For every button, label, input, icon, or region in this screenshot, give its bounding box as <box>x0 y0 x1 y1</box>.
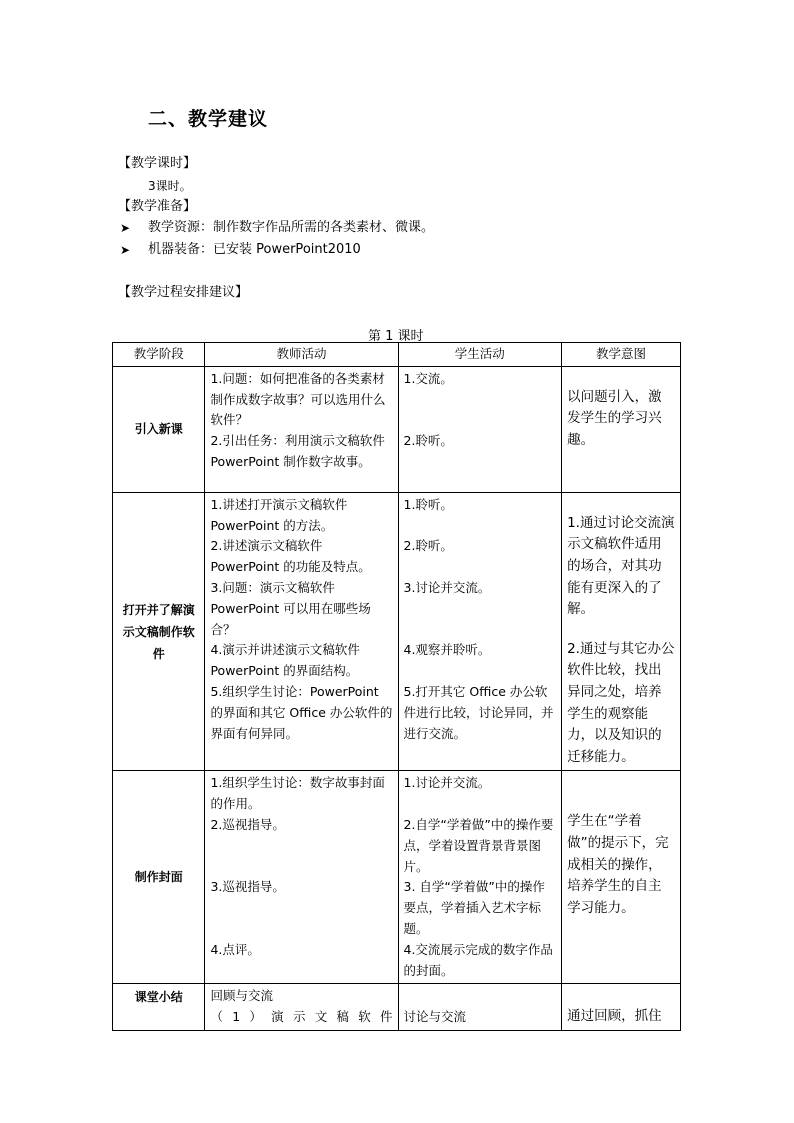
intent-cell <box>562 984 681 1031</box>
table-row <box>113 771 681 984</box>
prep-label: 【教学准备】 <box>118 199 197 214</box>
teacher-item: 4.演示并讲述演示文稿软件 PowerPoint 的界面结构。 <box>210 642 360 679</box>
teacher-cell <box>205 492 398 771</box>
teacher-cell <box>205 771 398 984</box>
student-item: 4.观察并聆听。 <box>403 642 491 658</box>
student-item: 讨论与交流 <box>403 1009 467 1025</box>
student-item: 2.聆听。 <box>403 433 453 449</box>
teacher-item: 1.讲述打开演示文稿软件 PowerPoint 的方法。 <box>210 496 348 533</box>
teacher-item: 1.组织学生讨论：数字故事封面的作用。 <box>210 775 385 812</box>
section-heading: 二、教学建议 <box>148 108 269 130</box>
student-cell <box>398 492 562 771</box>
stage-cell: 引入新课 <box>113 366 205 492</box>
student-item: 1.聆听。 <box>403 496 453 512</box>
stage-cell: 打开并了解演示文稿制作软件 <box>113 492 205 771</box>
teacher-item: 2.巡视指导。 <box>210 816 285 832</box>
header-student: 学生活动 <box>398 343 562 367</box>
student-cell <box>398 771 562 984</box>
student-item: 2.聆听。 <box>403 538 453 554</box>
bullet-icon: ➤ <box>120 243 131 257</box>
intent-cell <box>562 366 681 492</box>
intent-item: 2.通过与其它办公软件比较，找出异同之处，培养学生的观察能力，以及知识的迁移能力。 <box>567 640 675 765</box>
hours-value: 3课时。 <box>148 179 192 193</box>
header-teacher: 教师活动 <box>205 343 398 367</box>
lesson-plan-table <box>112 342 681 1031</box>
teacher-item: 3.巡视指导。 <box>210 879 285 895</box>
header-intent: 教学意图 <box>562 343 681 367</box>
table-row <box>113 984 681 1031</box>
student-item: 3.讨论并交流。 <box>403 579 491 595</box>
teacher-cell <box>205 984 398 1031</box>
table-header-row <box>113 343 681 367</box>
process-label: 【教学过程安排建议】 <box>118 285 249 300</box>
teacher-item: 3.问题：演示文稿软件 PowerPoint 可以用在哪些场合？ <box>210 579 371 637</box>
bullet-icon: ➤ <box>120 221 131 235</box>
teacher-item: 1.问题：如何把准备的各类素材制作成数字故事？可以选用什么软件？ <box>210 370 386 428</box>
table-caption: 第 1 课时 <box>368 329 424 344</box>
teacher-item: 2.讲述演示文稿软件 PowerPoint 的功能及特点。 <box>210 538 371 575</box>
teacher-item: （1）演示文稿软件 <box>210 1009 393 1025</box>
student-cell <box>398 984 562 1031</box>
teacher-item: 回顾与交流 <box>210 988 273 1004</box>
student-item: 5.打开其它 Office 办公软件进行比较，讨论异同，并进行交流。 <box>403 683 554 741</box>
student-item: 3. 自学“学着做”中的操作要点，学着插入艺术字标题。 <box>403 879 545 936</box>
table-row <box>113 366 681 492</box>
student-item: 1.交流。 <box>403 370 453 386</box>
hours-label: 【教学课时】 <box>118 156 197 171</box>
intent-item: 通过回顾，抓住 <box>567 1008 662 1025</box>
intent-item: 1.通过讨论交流演示文稿软件适用的场合，对其功能有更深入的了解。 <box>567 514 675 618</box>
teacher-item: 2.引出任务：利用演示文稿软件 PowerPoint 制作数字故事。 <box>210 433 385 469</box>
stage-cell: 制作封面 <box>113 771 205 984</box>
stage-cell: 课堂小结 <box>113 984 205 1031</box>
teacher-item: 5.组织学生讨论：PowerPoint 的界面和其它 Office 办公软件的界面有何异同。 <box>210 683 393 741</box>
student-cell <box>398 366 562 492</box>
intent-cell <box>562 492 681 771</box>
teacher-item: 4.点评。 <box>210 941 260 957</box>
table-row <box>113 492 681 771</box>
prep-item: 机器装备：已安装 PowerPoint2010 <box>148 242 361 257</box>
intent-item: 学生在“学着做”的提示下，完成相关的操作，培养学生的自主学习能力。 <box>567 813 669 916</box>
teacher-cell <box>205 366 398 492</box>
intent-cell <box>562 771 681 984</box>
student-item: 2.自学“学着做”中的操作要点，学着设置背景背景图片。 <box>403 816 554 874</box>
intent-item: 以问题引入，激发学生的学习兴趣。 <box>567 388 662 448</box>
student-item: 1.讨论并交流。 <box>403 775 491 791</box>
header-stage: 教学阶段 <box>113 343 205 367</box>
student-item: 4.交流展示完成的数字作品的封面。 <box>403 941 553 978</box>
prep-item: 教学资源：制作数字作品所需的各类素材、微课。 <box>148 220 435 235</box>
